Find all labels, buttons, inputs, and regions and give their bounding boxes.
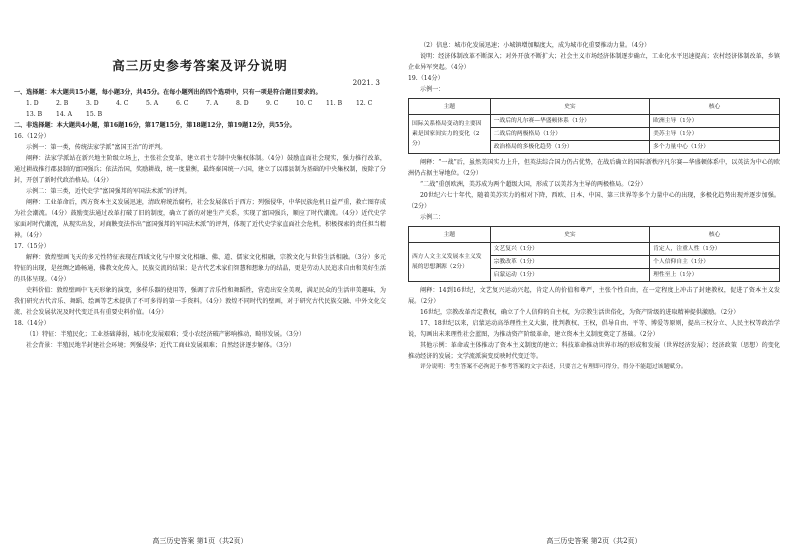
- paragraph: 16世纪，宗教改革否定教权，确立了个人信仰的自主权，为宗教生活世俗化，为资产阶级的进取精神提供激励。（2分）: [420, 309, 740, 316]
- right-page: [408, 40, 780, 373]
- paragraph: 17、18世纪以来，启蒙运动高举理性主义大旗，批判教权、王权，倡导自由、平等、博爱等原则，提出三权分立、人民主权等政治学说，勾画出未来理性社会蓝图，为推动资产阶级革命，建立资本主义制度奠定了基础。（2分）: [408, 320, 780, 338]
- table-header: 主题: [409, 99, 491, 115]
- table-cell: 美苏主导（1分）: [650, 128, 780, 141]
- example-table-1: [408, 98, 780, 154]
- answer-item: 2. B: [56, 100, 69, 107]
- paragraph: 示例一：: [420, 86, 445, 93]
- answer-key: [14, 98, 386, 120]
- answer-item: 15. B: [86, 111, 103, 118]
- paragraph: 17.（15分）: [14, 243, 50, 250]
- paragraph: 阐释：“一战”后，虽然美国实力上升，但英法综合国力仍占优势，在战后确立的国际新秩序凡尔赛—华盛顿体系中，以英法为中心的欧洲仍占据主导地位。（2分）: [408, 159, 780, 177]
- paragraph: 阐释：工业革命后，西方资本主义发展迅速，清政府统治腐朽，社会发展落后于西方；列强侵华，中华民族危机日益严重，救亡图存成为社会潮流。（4分）鼓励变法通过改革打破了旧的制度，确立了新的对建生产关系，实现了富国强兵，顺应了时代潮流。（4分）近代史学家面对时代潮流，从现实出发，对商鞅变法作出“富国强邦的军国法术派”的评判，体现了近代史学家直面社会危机，积极探索的责任担当精神。（4分）: [14, 199, 386, 239]
- answer-item: 5. A: [146, 100, 159, 107]
- table-cell: 二战后的两极格局（1分）: [490, 128, 650, 141]
- paragraph: 示例二：: [420, 214, 445, 221]
- paragraph: （1）特征：半殖民化；工业基础薄弱，城市化发展艰难；受小农经济破产影响推动，畸形发展。（3分）: [26, 331, 305, 338]
- answer-item: 13. B: [26, 111, 43, 118]
- table-cell: 政治格局的多极化趋势（1分）: [490, 141, 650, 154]
- table-header: 史实: [490, 227, 650, 243]
- table-cell: 理性至上（1分）: [650, 269, 780, 282]
- paragraph: 阐释：法家学派站在新兴地主阶级立场上，主张社会变革，建立君主专制中央集权体制。（4分）鼓励直面社会现实，强力推行改革，通过耕战推行郡县制的富国强兵；依法治国，奖励耕战，统一度量衡，最终秦国统一六国，建立了以郡县制为基础的中央集权制，废除了分封，开创了新时代政治格局。（4分）: [14, 155, 386, 184]
- answer-item: 6. C: [176, 100, 189, 107]
- paragraph: “二战”重创欧洲，美苏成为两个超级大国，形成了以美苏为主导的两极格局。（2分）: [420, 181, 647, 188]
- footer-left: 高三历史答案 第1页（共2页）: [152, 537, 248, 545]
- page-title: 高三历史参考答案及评分说明: [112, 58, 288, 73]
- table-cell: 多个力量中心（1分）: [650, 141, 780, 154]
- date: 2021. 3: [352, 78, 380, 87]
- table-header: 史实: [490, 99, 650, 115]
- answer-item: 3. D: [86, 100, 99, 107]
- answer-item: 7. A: [206, 100, 219, 107]
- table-theme-cell: 西方人文主义发展本主义发展的思想渊源（2分）: [409, 243, 491, 282]
- table-cell: 个人信仰自主（1分）: [650, 256, 780, 269]
- table-header: 主题: [409, 227, 491, 243]
- paragraph: 社会背景：半殖民地半封建社会环境；列强侵华；近代工商业发展艰难；自然经济逐步解体。（3分）: [26, 342, 295, 349]
- paragraph: 解释：敦煌壁画飞天的多元性特征表现在西域文化与中原文化相融、佛、道、儒家文化相融，宗教文化与世俗生活相融。（3分）多元特征的出现，是丝绸之路畅通，佛教文化传入，民族交流的结果；是古代艺术家们智慧和想象力的结晶，更是劳动人民追求自由和美好生活的具体呈现。（4分）: [14, 254, 386, 283]
- footer-right: 高三历史答案 第2页（共2页）: [546, 537, 642, 545]
- table-cell: 肯定人，注重人性（1分）: [650, 243, 780, 256]
- answer-item: 10. C: [296, 100, 313, 107]
- table-cell: 一战后的凡尔赛—华盛顿体系（1分）: [490, 115, 650, 128]
- paragraph: 示例一：第一类，传统法家学派“富国王治”的评判。: [26, 144, 167, 151]
- paragraph: 史料价值：敦煌壁画中飞天形象的演变，多样乐器的使用等，强调了音乐性和舞蹈性，营造出安全美观，满足民众的生活审美趣味，为我们研究古代音乐、舞蹈、绘画等艺术提供了不可多得的第一手资料。（4分）敦煌不同时代的壁画，对于研究古代民族交融、中外文化交流、社会发展状况及时代变迁具有重要史料价值。（4分）: [14, 287, 386, 316]
- table-theme-cell: 国际关系格局变动的主要因素是国家间实力的变化（2分）: [409, 115, 491, 154]
- table-cell: 欧洲主导（1分）: [650, 115, 780, 128]
- paragraph: 19.（14分）: [408, 75, 444, 82]
- answer-item: 1. D: [26, 100, 39, 107]
- table-row: [409, 243, 780, 256]
- answer-item: 9. C: [266, 100, 279, 107]
- answer-item: 4. C: [116, 100, 129, 107]
- paragraph: 20世纪六七十年代，随着美苏实力的相对下降，西欧、日本、中国、第三世界等多个力量中心的出现，多极化趋势出现并逐步加强。（2分）: [408, 192, 780, 210]
- table-cell: 宗教改革（1分）: [490, 256, 650, 269]
- paragraph: 18.（14分）: [14, 320, 50, 327]
- scoring-note: 评分说明：考生答案不必拘泥于参考答案的文字表述，只要言之有理即可得分，得分不能超过该题赋分。: [420, 364, 687, 370]
- paragraph: 阐释：14到16世纪，文艺复兴运动兴起，肯定人的价值和尊严，主张个性自由，在一定程度上冲击了封建教权，促进了资本主义发展。（2分）: [408, 287, 780, 305]
- section-choice-heading: 一、选择题：本大题共15小题，每小题3分，共45分。在每小题列出的四个选项中，只有一项是符合题目要求的。: [14, 89, 322, 96]
- table-header: 核心: [650, 99, 780, 115]
- paragraph: （2）信息：城市化发展迅速；小城镇增加幅度大，成为城市化重要推动力量。（4分）: [420, 42, 651, 49]
- section-essay-heading: 二、非选择题：本大题共4小题，第16题16分，第17题15分，第18题12分，第19题12分，共55分。: [14, 122, 296, 129]
- left-page: [14, 0, 386, 351]
- paragraph: 说明：经济体制改革不断深入；对外开放不断扩大；社会主义市场经济体制逐步确立，工业化水平迅速提高；农村经济体制改革，乡镇企业异军突起。（4分）: [408, 53, 780, 71]
- table-cell: 启蒙运动（1分）: [490, 269, 650, 282]
- table-cell: 文艺复兴（1分）: [490, 243, 650, 256]
- paragraph: 示例二：第三类，近代史学“富国强邦的军国法术派”的评判。: [26, 188, 191, 195]
- table-header: 核心: [650, 227, 780, 243]
- answer-item: 11. B: [326, 100, 343, 107]
- example-table-2: [408, 226, 780, 282]
- table-row: [409, 115, 780, 128]
- answer-item: 8. D: [236, 100, 249, 107]
- answer-item: 12. C: [356, 100, 373, 107]
- paragraph: 其他示例：革命或主体推动了资本主义制度的建立；科技革命推动世界市场的形成和发展（世界经济发展）；经济政策（思想）的变化推动经济的发展；文学流派演变反映时代变迁等。: [408, 342, 780, 360]
- answer-item: 14. A: [56, 111, 73, 118]
- paragraph: 16.（12分）: [14, 133, 50, 140]
